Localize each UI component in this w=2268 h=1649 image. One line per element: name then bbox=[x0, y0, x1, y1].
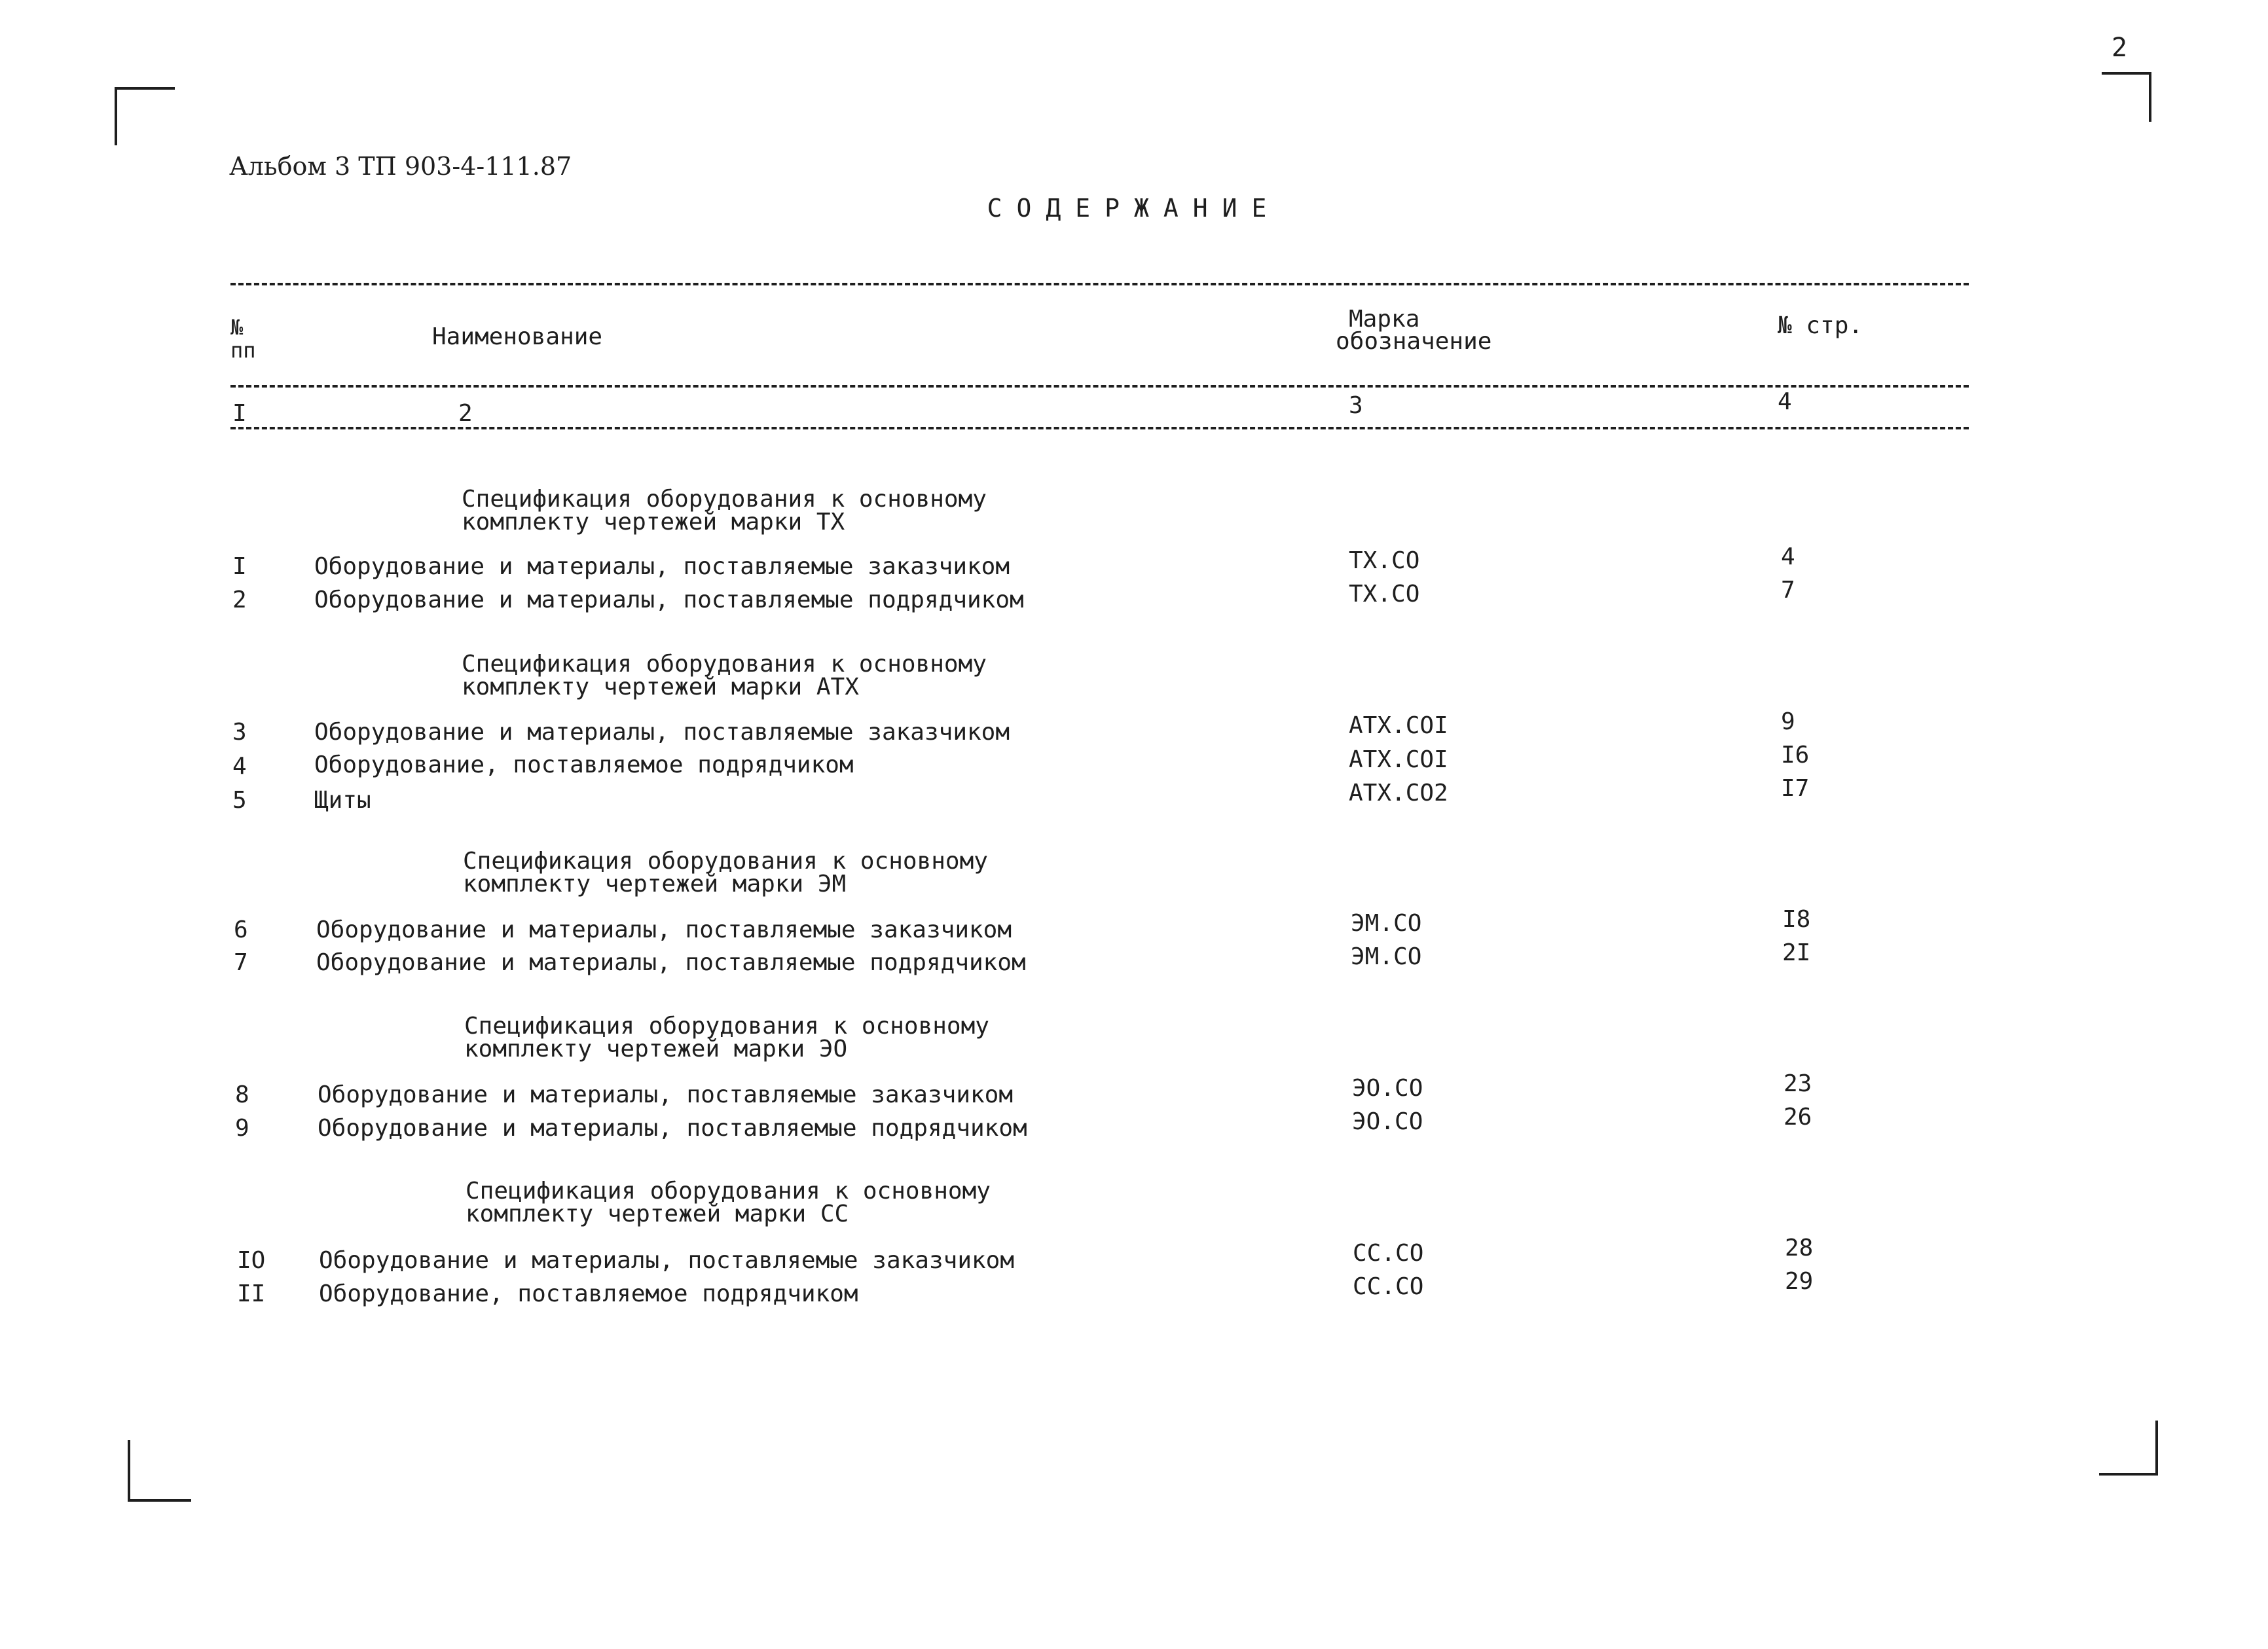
row-num: 7 bbox=[234, 949, 248, 976]
row-page: 9 bbox=[1781, 708, 1795, 735]
row-name: Щиты bbox=[314, 787, 371, 814]
row-mark: СС.СО bbox=[1353, 1273, 1424, 1300]
row-name: Оборудование и материалы, поставляемые заказчиком bbox=[316, 916, 1012, 943]
row-page: 2I bbox=[1782, 939, 1811, 966]
header-num-line1: № bbox=[230, 315, 244, 340]
row-name: Оборудование и материалы, поставляемые заказчиком bbox=[319, 1247, 1015, 1274]
row-page: 29 bbox=[1785, 1268, 1814, 1295]
section-title-line2: комплекту чертежей марки АТХ bbox=[462, 674, 859, 700]
page-number: 2 bbox=[2112, 33, 2128, 63]
row-mark: СС.СО bbox=[1353, 1240, 1424, 1267]
row-name: Оборудование и материалы, поставляемые подрядчиком bbox=[318, 1115, 1027, 1142]
section-title-line2: комплекту чертежей марки ЭО bbox=[464, 1036, 848, 1062]
row-name: Оборудование и материалы, поставляемые подрядчиком bbox=[314, 587, 1024, 613]
row-mark: ЭО.СО bbox=[1352, 1108, 1423, 1135]
header-index-3: 3 bbox=[1349, 392, 1363, 419]
section-title-line1: Спецификация оборудования к основному bbox=[466, 1178, 991, 1205]
row-page: I8 bbox=[1782, 906, 1811, 933]
header-page: № стр. bbox=[1778, 312, 1863, 339]
section-title-line2: комплекту чертежей марки ЭМ bbox=[463, 871, 847, 897]
row-num: 2 bbox=[232, 587, 247, 613]
row-page: 7 bbox=[1781, 577, 1795, 604]
row-mark: АТХ.СОI bbox=[1349, 712, 1448, 739]
header-rule-bottom bbox=[230, 427, 1969, 429]
row-num: 9 bbox=[235, 1115, 249, 1142]
section-title-line1: Спецификация оборудования к основному bbox=[464, 1013, 989, 1040]
frame-corner-bottom-right bbox=[2099, 1421, 2158, 1476]
header-index-2: 2 bbox=[458, 400, 473, 427]
row-num: 6 bbox=[234, 916, 248, 943]
row-num: 3 bbox=[232, 719, 247, 746]
row-num: 4 bbox=[232, 753, 247, 780]
row-mark: ЭО.СО bbox=[1352, 1075, 1423, 1102]
row-num: 8 bbox=[235, 1081, 249, 1108]
row-num: 5 bbox=[232, 787, 247, 814]
row-page: I6 bbox=[1781, 742, 1810, 769]
frame-corner-top-left bbox=[115, 87, 175, 145]
header-num-line2: пп bbox=[230, 338, 256, 363]
row-page: 28 bbox=[1785, 1235, 1814, 1261]
row-mark: ЭМ.СО bbox=[1351, 910, 1422, 937]
page-title: СОДЕРЖАНИЕ bbox=[987, 194, 1281, 223]
section-title-line1: Спецификация оборудования к основному bbox=[462, 651, 987, 678]
row-name: Оборудование и материалы, поставляемые заказчиком bbox=[314, 719, 1010, 746]
row-mark: АТХ.СО2 bbox=[1349, 780, 1448, 806]
row-num: IO bbox=[237, 1247, 266, 1274]
row-name: Оборудование, поставляемое подрядчиком bbox=[314, 752, 854, 778]
header-rule-top bbox=[230, 283, 1969, 285]
row-mark: ЭМ.СО bbox=[1351, 943, 1422, 970]
frame-corner-bottom-left bbox=[128, 1440, 191, 1502]
row-page: I7 bbox=[1781, 775, 1810, 802]
header-name: Наименование bbox=[432, 323, 603, 350]
frame-corner-top-right bbox=[2102, 72, 2151, 122]
row-mark: АТХ.СОI bbox=[1349, 746, 1448, 773]
row-num: I bbox=[232, 553, 247, 580]
header-mark-line2: обозначение bbox=[1336, 328, 1492, 355]
row-page: 4 bbox=[1781, 543, 1795, 570]
header-mark-line1: Марка bbox=[1349, 306, 1420, 333]
section-title-line2: комплекту чертежей марки СС bbox=[466, 1201, 849, 1227]
section-title-line1: Спецификация оборудования к основному bbox=[463, 848, 988, 875]
header-index-1: I bbox=[232, 400, 247, 427]
row-mark: ТХ.СО bbox=[1349, 547, 1420, 574]
section-title-line2: комплекту чертежей марки ТХ bbox=[462, 509, 845, 535]
header-index-4: 4 bbox=[1778, 388, 1792, 415]
row-name: Оборудование и материалы, поставляемые заказчиком bbox=[318, 1081, 1014, 1108]
header-rule-middle bbox=[230, 385, 1969, 388]
row-num: II bbox=[237, 1280, 266, 1307]
row-mark: ТХ.СО bbox=[1349, 581, 1420, 607]
row-page: 26 bbox=[1783, 1104, 1812, 1131]
row-name: Оборудование, поставляемое подрядчиком bbox=[319, 1280, 858, 1307]
row-name: Оборудование и материалы, поставляемые подрядчиком bbox=[316, 949, 1026, 976]
row-page: 23 bbox=[1783, 1070, 1812, 1097]
section-title-line1: Спецификация оборудования к основному bbox=[462, 486, 987, 513]
row-name: Оборудование и материалы, поставляемые заказчиком bbox=[314, 553, 1010, 580]
document-code: Альбом 3 ТП 903-4-111.87 bbox=[229, 152, 572, 181]
